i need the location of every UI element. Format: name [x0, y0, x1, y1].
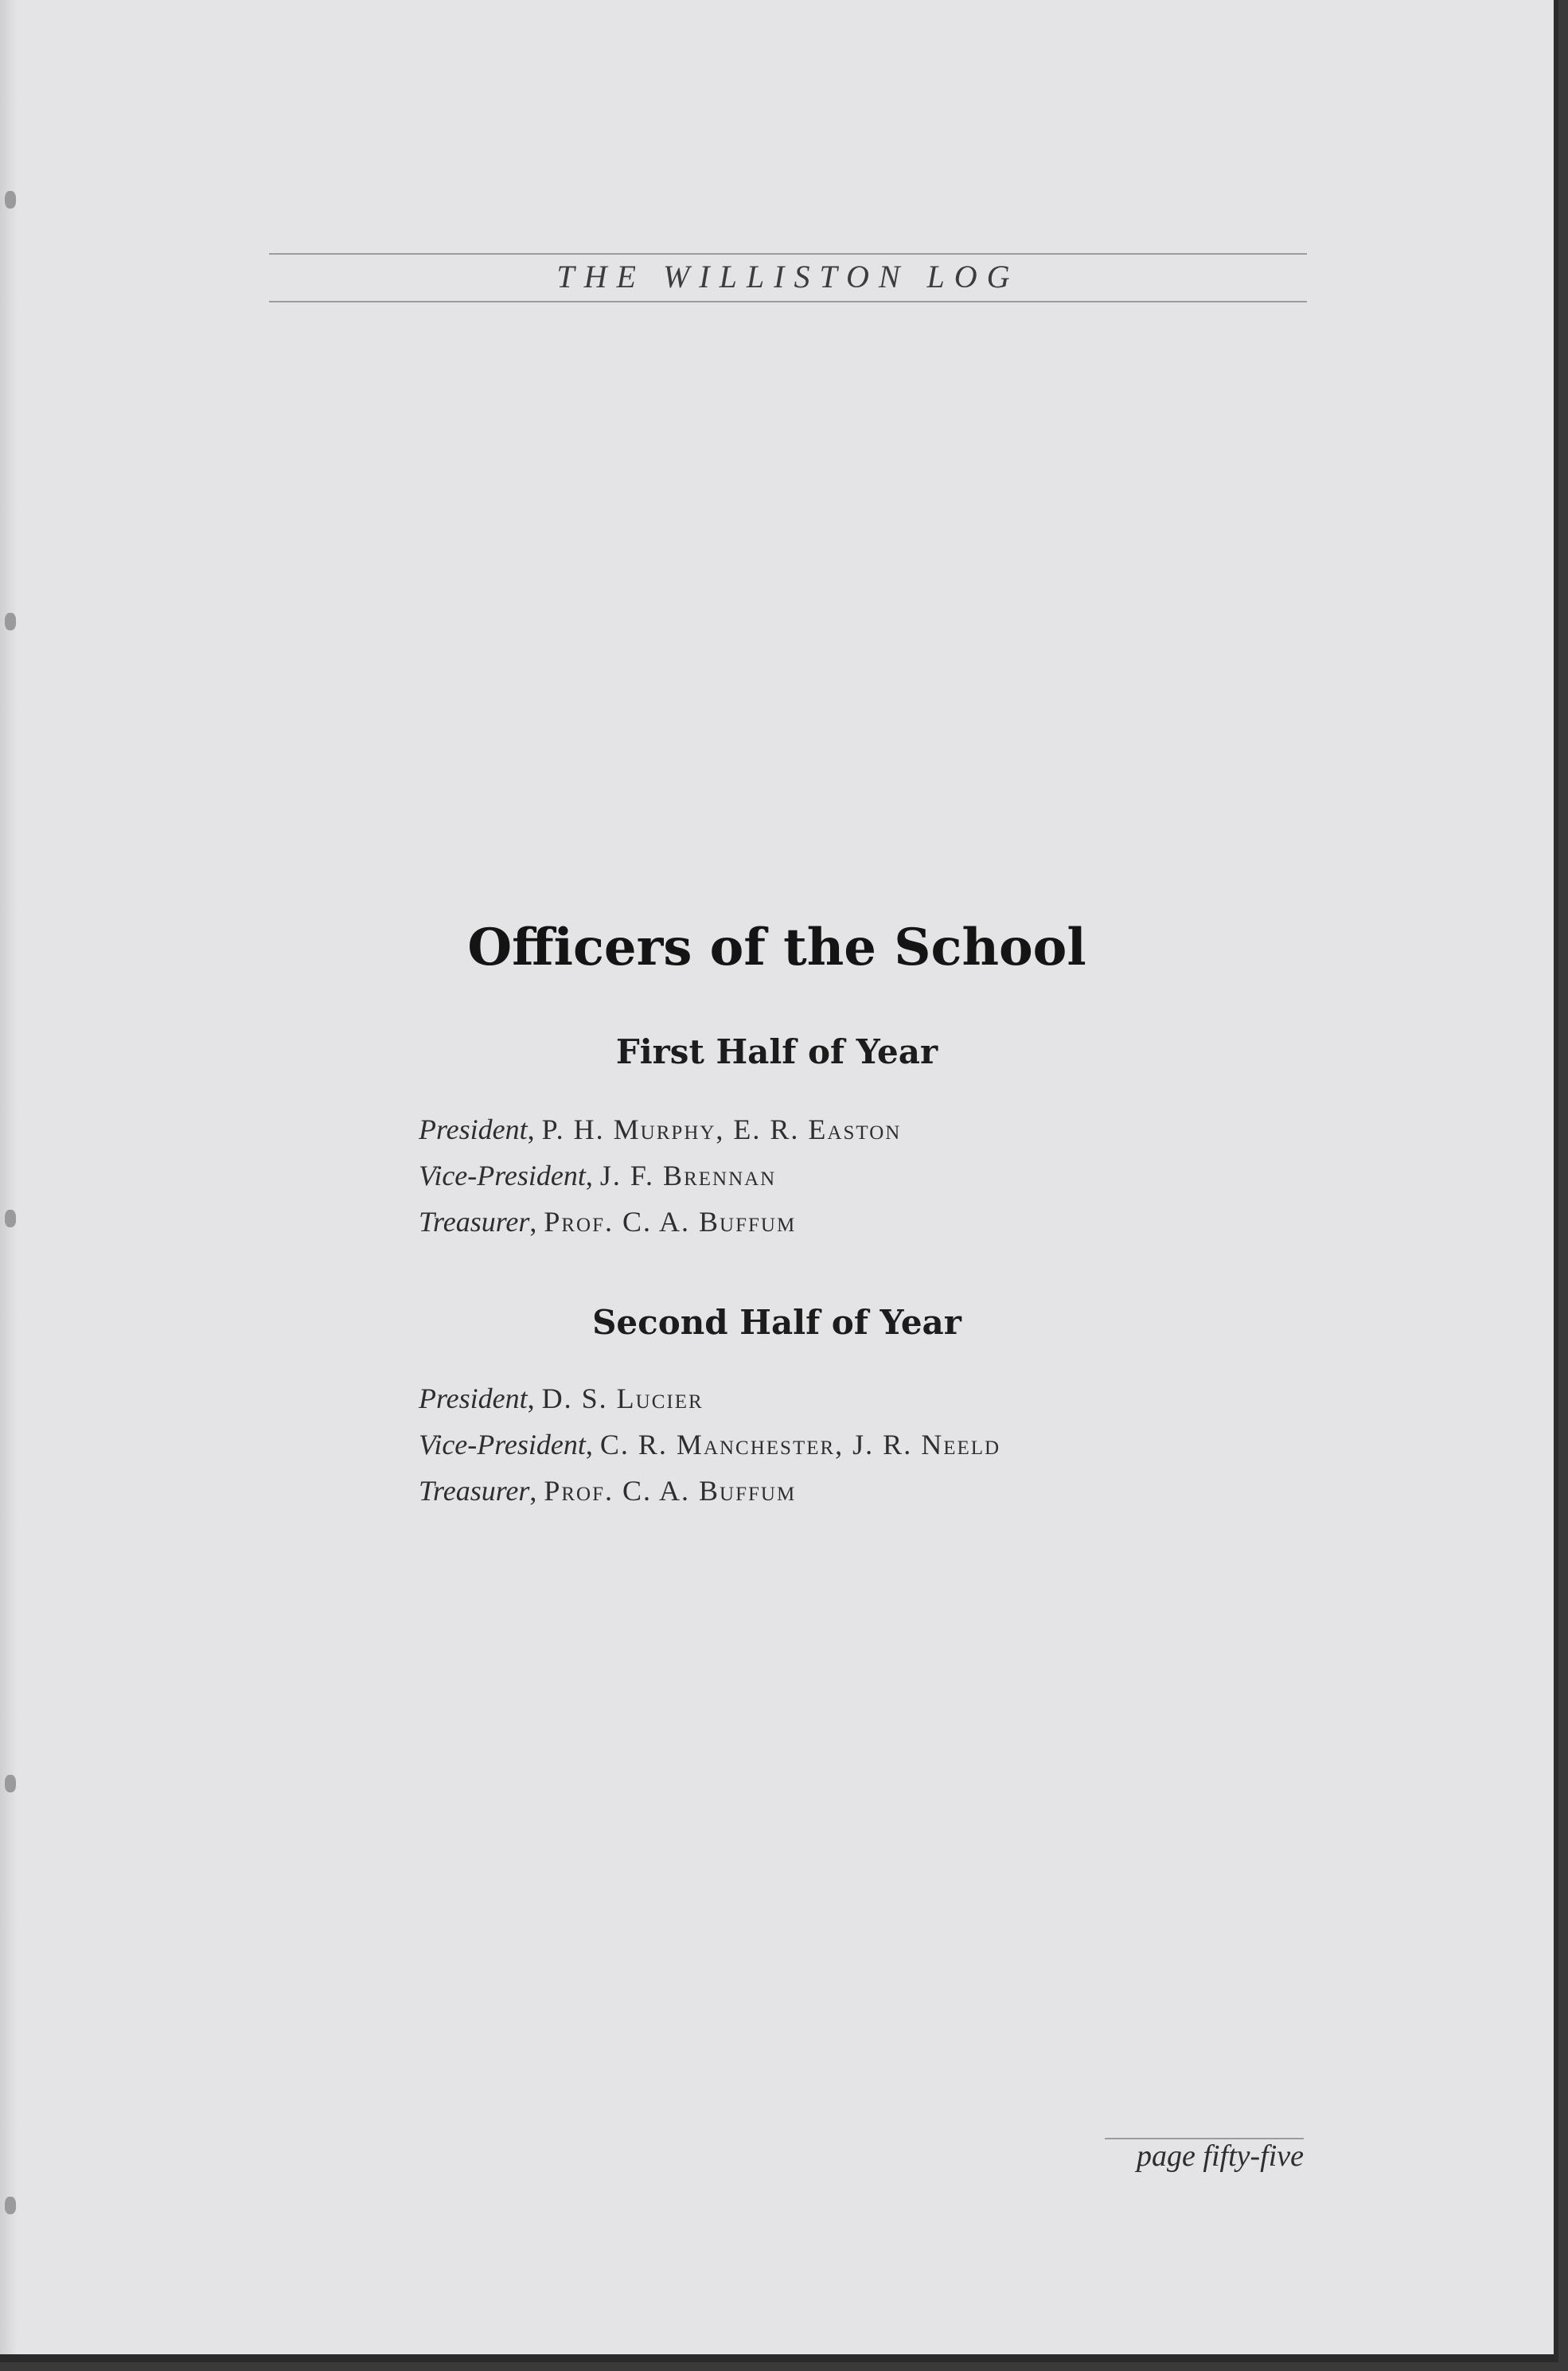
officer-role: Vice-President	[419, 1160, 586, 1191]
officer-row: President, P. H. Murphy, E. R. Easton	[419, 1113, 902, 1145]
officer-row: Treasurer, Prof. C. A. Buffum	[419, 1206, 797, 1238]
officer-list-second-half	[419, 1375, 1000, 1514]
officer-role: Treasurer	[419, 1475, 530, 1507]
running-head: THE WILLISTON LOG	[556, 259, 1020, 294]
officer-names: D. S. Lucier	[541, 1382, 704, 1414]
officer-names: Prof. C. A. Buffum	[544, 1475, 797, 1507]
officer-names: P. H. Murphy, E. R. Easton	[541, 1113, 902, 1145]
binding-staple	[5, 191, 16, 209]
officer-role: President	[419, 1382, 528, 1414]
officer-row: President, D. S. Lucier	[419, 1382, 704, 1414]
page-number: page fifty-five	[1137, 2139, 1304, 2173]
officer-list-first-half	[419, 1106, 901, 1245]
section-heading-second-half: Second Half of Year	[592, 1303, 961, 1342]
header-top-rule	[269, 253, 1307, 255]
section-heading-first-half: First Half of Year	[615, 1032, 938, 1071]
officer-row: Treasurer, Prof. C. A. Buffum	[419, 1475, 797, 1507]
officer-role: President	[419, 1113, 528, 1145]
binding-staple	[5, 1210, 16, 1227]
officer-role: Treasurer	[419, 1206, 530, 1238]
officer-names: C. R. Manchester, J. R. Neeld	[599, 1429, 1001, 1460]
officer-names: J. F. Brennan	[599, 1160, 777, 1191]
binding-staple	[5, 1775, 16, 1792]
binding-staple	[5, 2197, 16, 2214]
page-binding-edge	[0, 0, 18, 2354]
officer-row: Vice-President, J. F. Brennan	[419, 1160, 777, 1191]
header-bottom-rule	[269, 301, 1307, 302]
officer-names: Prof. C. A. Buffum	[544, 1206, 797, 1238]
officer-role: Vice-President	[419, 1429, 586, 1460]
page-title: Officers of the School	[467, 918, 1086, 977]
officer-row: Vice-President, C. R. Manchester, J. R. Neeld	[419, 1429, 1001, 1460]
binding-staple	[5, 613, 16, 630]
